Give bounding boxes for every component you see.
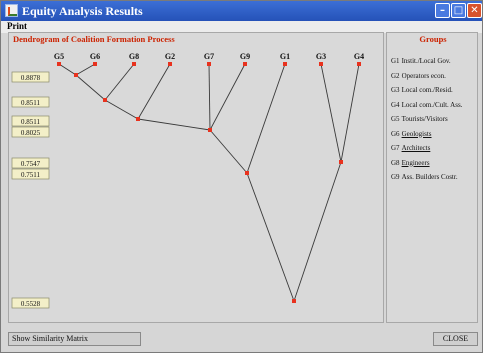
dendrogram-edge: [247, 64, 285, 173]
dendrogram-plot: [9, 33, 385, 324]
group-label: Engineers: [401, 158, 430, 167]
dendrogram-edge: [105, 64, 134, 100]
dendrogram-panel: [8, 32, 384, 323]
group-item-g6: [391, 130, 479, 145]
app-icon: [5, 4, 18, 17]
leaf-node: [132, 62, 136, 66]
group-code: G5: [391, 115, 400, 123]
menu-print[interactable]: Print: [7, 21, 27, 31]
group-code: G9: [391, 173, 400, 181]
dendrogram-edge: [294, 162, 341, 301]
group-item-g4: [391, 101, 479, 116]
dendrogram-edge: [76, 75, 105, 100]
leaf-label-g5: G5: [53, 52, 65, 61]
close-button[interactable]: CLOSE: [433, 332, 478, 346]
group-code: G4: [391, 100, 400, 109]
dendrogram-edge: [138, 119, 210, 130]
merge-node: [74, 73, 78, 77]
group-item-g2: [391, 72, 479, 87]
level-value: 0.8025: [20, 129, 41, 137]
dendrogram-edge: [341, 64, 359, 162]
group-label: Tourists/Visitors: [401, 115, 448, 123]
group-item-g9: [391, 173, 479, 188]
leaf-node: [93, 62, 97, 66]
leaf-label-g8: G8: [128, 52, 140, 61]
group-item-g1: [391, 57, 479, 72]
title-bar[interactable]: [1, 1, 482, 21]
leaf-label-g3: G3: [315, 52, 327, 61]
dendrogram-edge: [105, 100, 138, 119]
group-label: Operators econ.: [401, 71, 446, 80]
dendrogram-edge: [321, 64, 341, 162]
dendrogram-edge: [59, 64, 76, 75]
leaf-label-g7: G7: [203, 52, 215, 61]
group-item-g5: [391, 115, 479, 130]
window-title: Equity Analysis Results: [22, 4, 143, 18]
group-code: G7: [391, 144, 400, 152]
group-label: Ass. Builders Costr.: [401, 173, 458, 181]
leaf-node: [207, 62, 211, 66]
show-similarity-matrix-button[interactable]: Show Similarity Matrix: [8, 332, 141, 346]
merge-node: [103, 98, 107, 102]
leaf-label-g4: G4: [353, 52, 365, 61]
leaf-label-g1: G1: [279, 52, 291, 61]
group-code: G1: [391, 57, 400, 65]
minimize-button[interactable]: –: [435, 3, 450, 18]
group-label: Local com./Cult. Ass.: [401, 100, 463, 109]
leaf-node: [243, 62, 247, 66]
merge-node: [136, 117, 140, 121]
group-code: G8: [391, 158, 400, 167]
merge-node: [292, 299, 296, 303]
dendrogram-edge: [76, 64, 95, 75]
level-value: 0.8511: [21, 99, 40, 107]
leaf-node: [57, 62, 61, 66]
close-window-button[interactable]: ✕: [467, 3, 482, 18]
dendrogram-edge: [210, 130, 247, 173]
group-label: Architects: [401, 144, 431, 152]
group-label: Geologists: [401, 129, 432, 138]
group-code: G6: [391, 129, 400, 138]
groups-list: [391, 57, 479, 188]
group-item-g7: [391, 144, 479, 159]
similarity-levels: [12, 72, 49, 308]
level-value: 0.5528: [20, 300, 41, 308]
leaf-node: [168, 62, 172, 66]
maximize-button[interactable]: □: [451, 3, 466, 18]
dendrogram-edge: [247, 173, 294, 301]
merge-node: [208, 128, 212, 132]
group-code: G2: [391, 71, 400, 80]
level-value: 0.8878: [20, 74, 41, 82]
groups-panel: [386, 32, 478, 323]
dendrogram-edge: [210, 64, 245, 130]
group-label: Local com./Resid.: [401, 86, 453, 94]
group-label: Instit./Local Gov.: [401, 57, 451, 65]
level-value: 0.7547: [20, 160, 41, 168]
group-item-g3: [391, 86, 479, 101]
leaf-label-g9: G9: [239, 52, 251, 61]
groups-title: Groups: [419, 34, 447, 44]
group-item-g8: [391, 159, 479, 174]
leaf-node: [319, 62, 323, 66]
level-value: 0.7511: [21, 171, 40, 179]
dendrogram-title: Dendrogram of Coalition Formation Process: [13, 34, 175, 44]
merge-node: [339, 160, 343, 164]
dendrogram-edge: [209, 64, 210, 130]
leaf-node: [283, 62, 287, 66]
leaf-node: [357, 62, 361, 66]
leaf-label-g6: G6: [89, 52, 101, 61]
group-code: G3: [391, 86, 400, 94]
dendrogram-edge: [138, 64, 170, 119]
leaf-labels: [54, 52, 364, 61]
leaf-label-g2: G2: [164, 52, 176, 61]
merge-node: [245, 171, 249, 175]
level-value: 0.8511: [21, 118, 40, 126]
